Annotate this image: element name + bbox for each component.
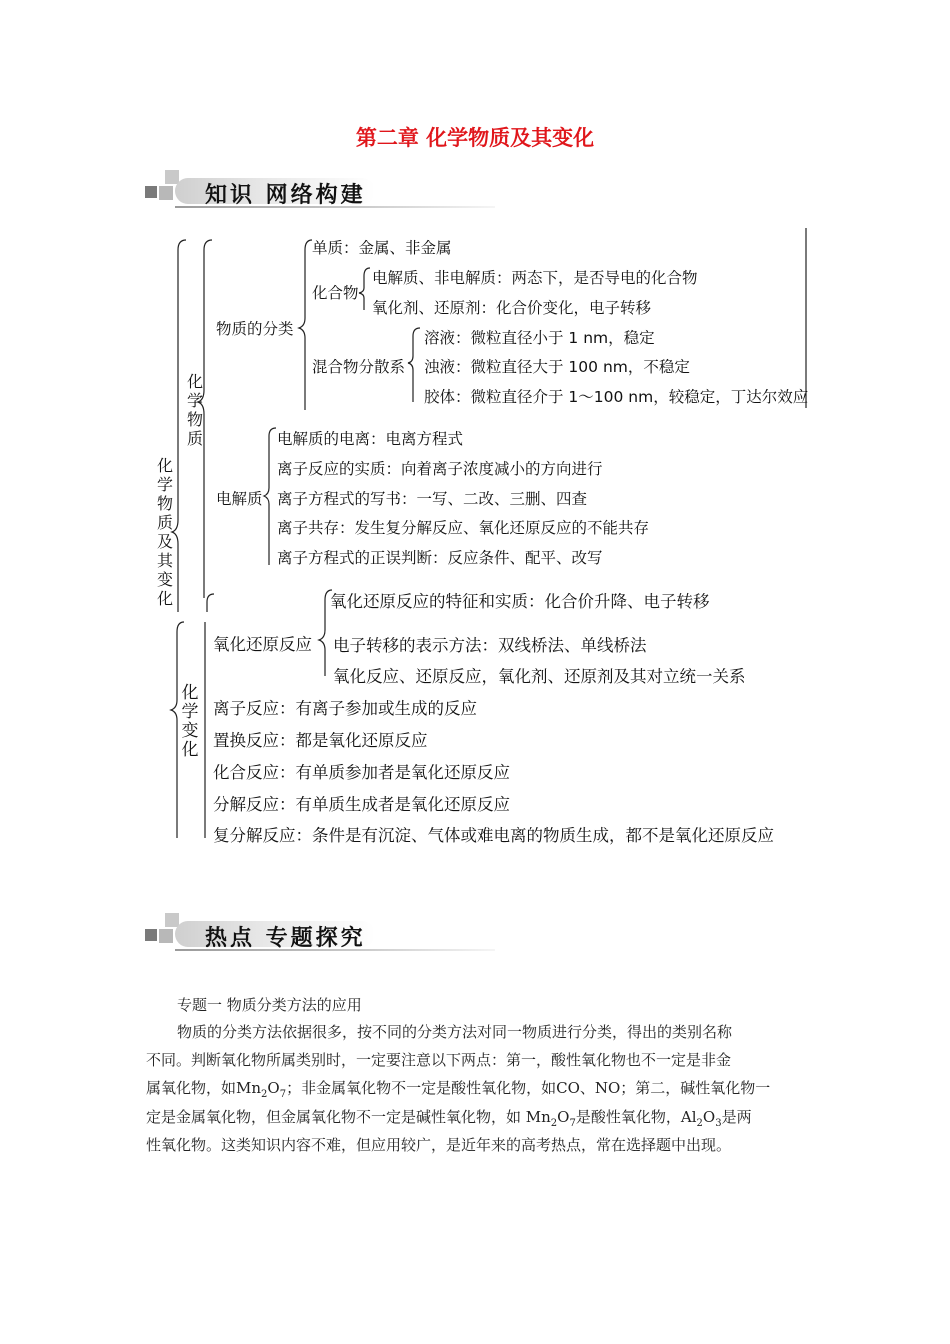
tree-leaf: 置换反应：都是氧化还原反应: [213, 731, 428, 750]
tree-leaf: 浊液：微粒直径大于 100 nm，不稳定: [424, 358, 690, 376]
text-run: 是两: [721, 1108, 752, 1126]
text-run: 是酸性氧化物，Al: [575, 1108, 697, 1126]
tree-leaf: 氧化剂、还原剂：化合价变化，电子转移: [372, 299, 652, 317]
tree-leaf: 溶液：微粒直径小于 1 nm，稳定: [424, 329, 655, 347]
decor-square: [159, 929, 173, 943]
tree-leaf: 电子转移的表示方法：双线桥法、单线桥法: [333, 636, 647, 655]
chapter-title: 第二章 化学物质及其变化: [355, 126, 595, 150]
tree-node-electrolyte: 电解质: [216, 490, 263, 508]
subscript: 2: [261, 1089, 268, 1100]
tree-leaf: 氧化反应、还原反应，氧化剂、还原剂及其对立统一关系: [333, 667, 746, 686]
paragraph-line: 不同。判断氧化物所属类别时，一定要注意以下两点：第一，酸性氧化物也不一定是非金: [146, 1051, 732, 1069]
decor-square: [145, 929, 157, 941]
tree-leaf: 离子反应：有离子参加或生成的反应: [213, 699, 477, 718]
text-run: O: [702, 1108, 716, 1126]
text-run: 属氧化物，如Mn: [146, 1079, 262, 1097]
tree-node-redox: 氧化还原反应: [213, 635, 312, 654]
tree-node-chem-substance: 化学物质: [186, 372, 203, 448]
tree-leaf: 胶体：微粒直径介于 1～100 nm，较稳定，丁达尔效应: [424, 388, 809, 406]
section-banner-hot-topics: [145, 913, 505, 963]
text-run: O: [557, 1108, 570, 1126]
tree-node-classification: 物质的分类: [216, 320, 294, 338]
topic-heading: 专题一 物质分类方法的应用: [177, 996, 362, 1014]
tree-leaf: 电解质的电离：电离方程式: [277, 430, 464, 448]
banner-label: 知识 网络构建: [205, 183, 366, 208]
tree-node-chem-change: 化学变化: [181, 683, 199, 760]
tree-leaf: 化合反应：有单质参加者是氧化还原反应: [213, 763, 510, 782]
tree-leaf: 分解反应：有单质生成者是氧化还原反应: [213, 795, 510, 814]
tree-leaf: 离子方程式的写书：一写、二改、三删、四查: [277, 490, 588, 508]
subscript: 7: [279, 1089, 287, 1100]
subscript: 2: [550, 1118, 558, 1129]
text-run: 定是金属氧化物，但金属氧化物不一定是碱性氧化物，如 Mn: [146, 1108, 551, 1126]
tree-leaf-simple-substance: 单质：金属、非金属: [312, 239, 452, 257]
paragraph-line: 性氧化物。这类知识内容不难，但应用较广，是近年来的高考热点，常在选择题中出现。: [146, 1136, 732, 1154]
subscript: 3: [715, 1118, 722, 1129]
tree-leaf: 电解质、非电解质：两态下，是否导电的化合物: [372, 269, 698, 287]
tree-leaf: 离子方程式的正误判断：反应条件、配平、改写: [277, 549, 603, 567]
tree-node-mixture: 混合物分散系: [312, 358, 406, 376]
banner-label: 热点 专题探究: [205, 926, 366, 951]
tree-leaf: 离子共存：发生复分解反应、氧化还原反应的不能共存: [277, 519, 650, 537]
text-run: O: [267, 1079, 280, 1097]
paragraph-line: 物质的分类方法依据很多，按不同的分类方法对同一物质进行分类，得出的类别名称: [177, 1023, 733, 1041]
tree-leaf: 氧化还原反应的特征和实质：化合价升降、电子转移: [330, 592, 710, 611]
text-run: ；非金属氧化物不一定是酸性氧化物，如CO、NO；第二，碱性氧化物一: [286, 1079, 771, 1097]
subscript: 2: [696, 1118, 703, 1129]
tree-node-compound: 化合物: [312, 284, 359, 302]
tree-root-label: 化学物质及其变化: [156, 456, 173, 608]
subscript: 7: [569, 1118, 576, 1129]
tree-leaf: 复分解反应：条件是有沉淀、气体或难电离的物质生成，都不是氧化还原反应: [213, 826, 774, 845]
tree-leaf: 离子反应的实质：向着离子浓度减小的方向进行: [277, 460, 603, 478]
